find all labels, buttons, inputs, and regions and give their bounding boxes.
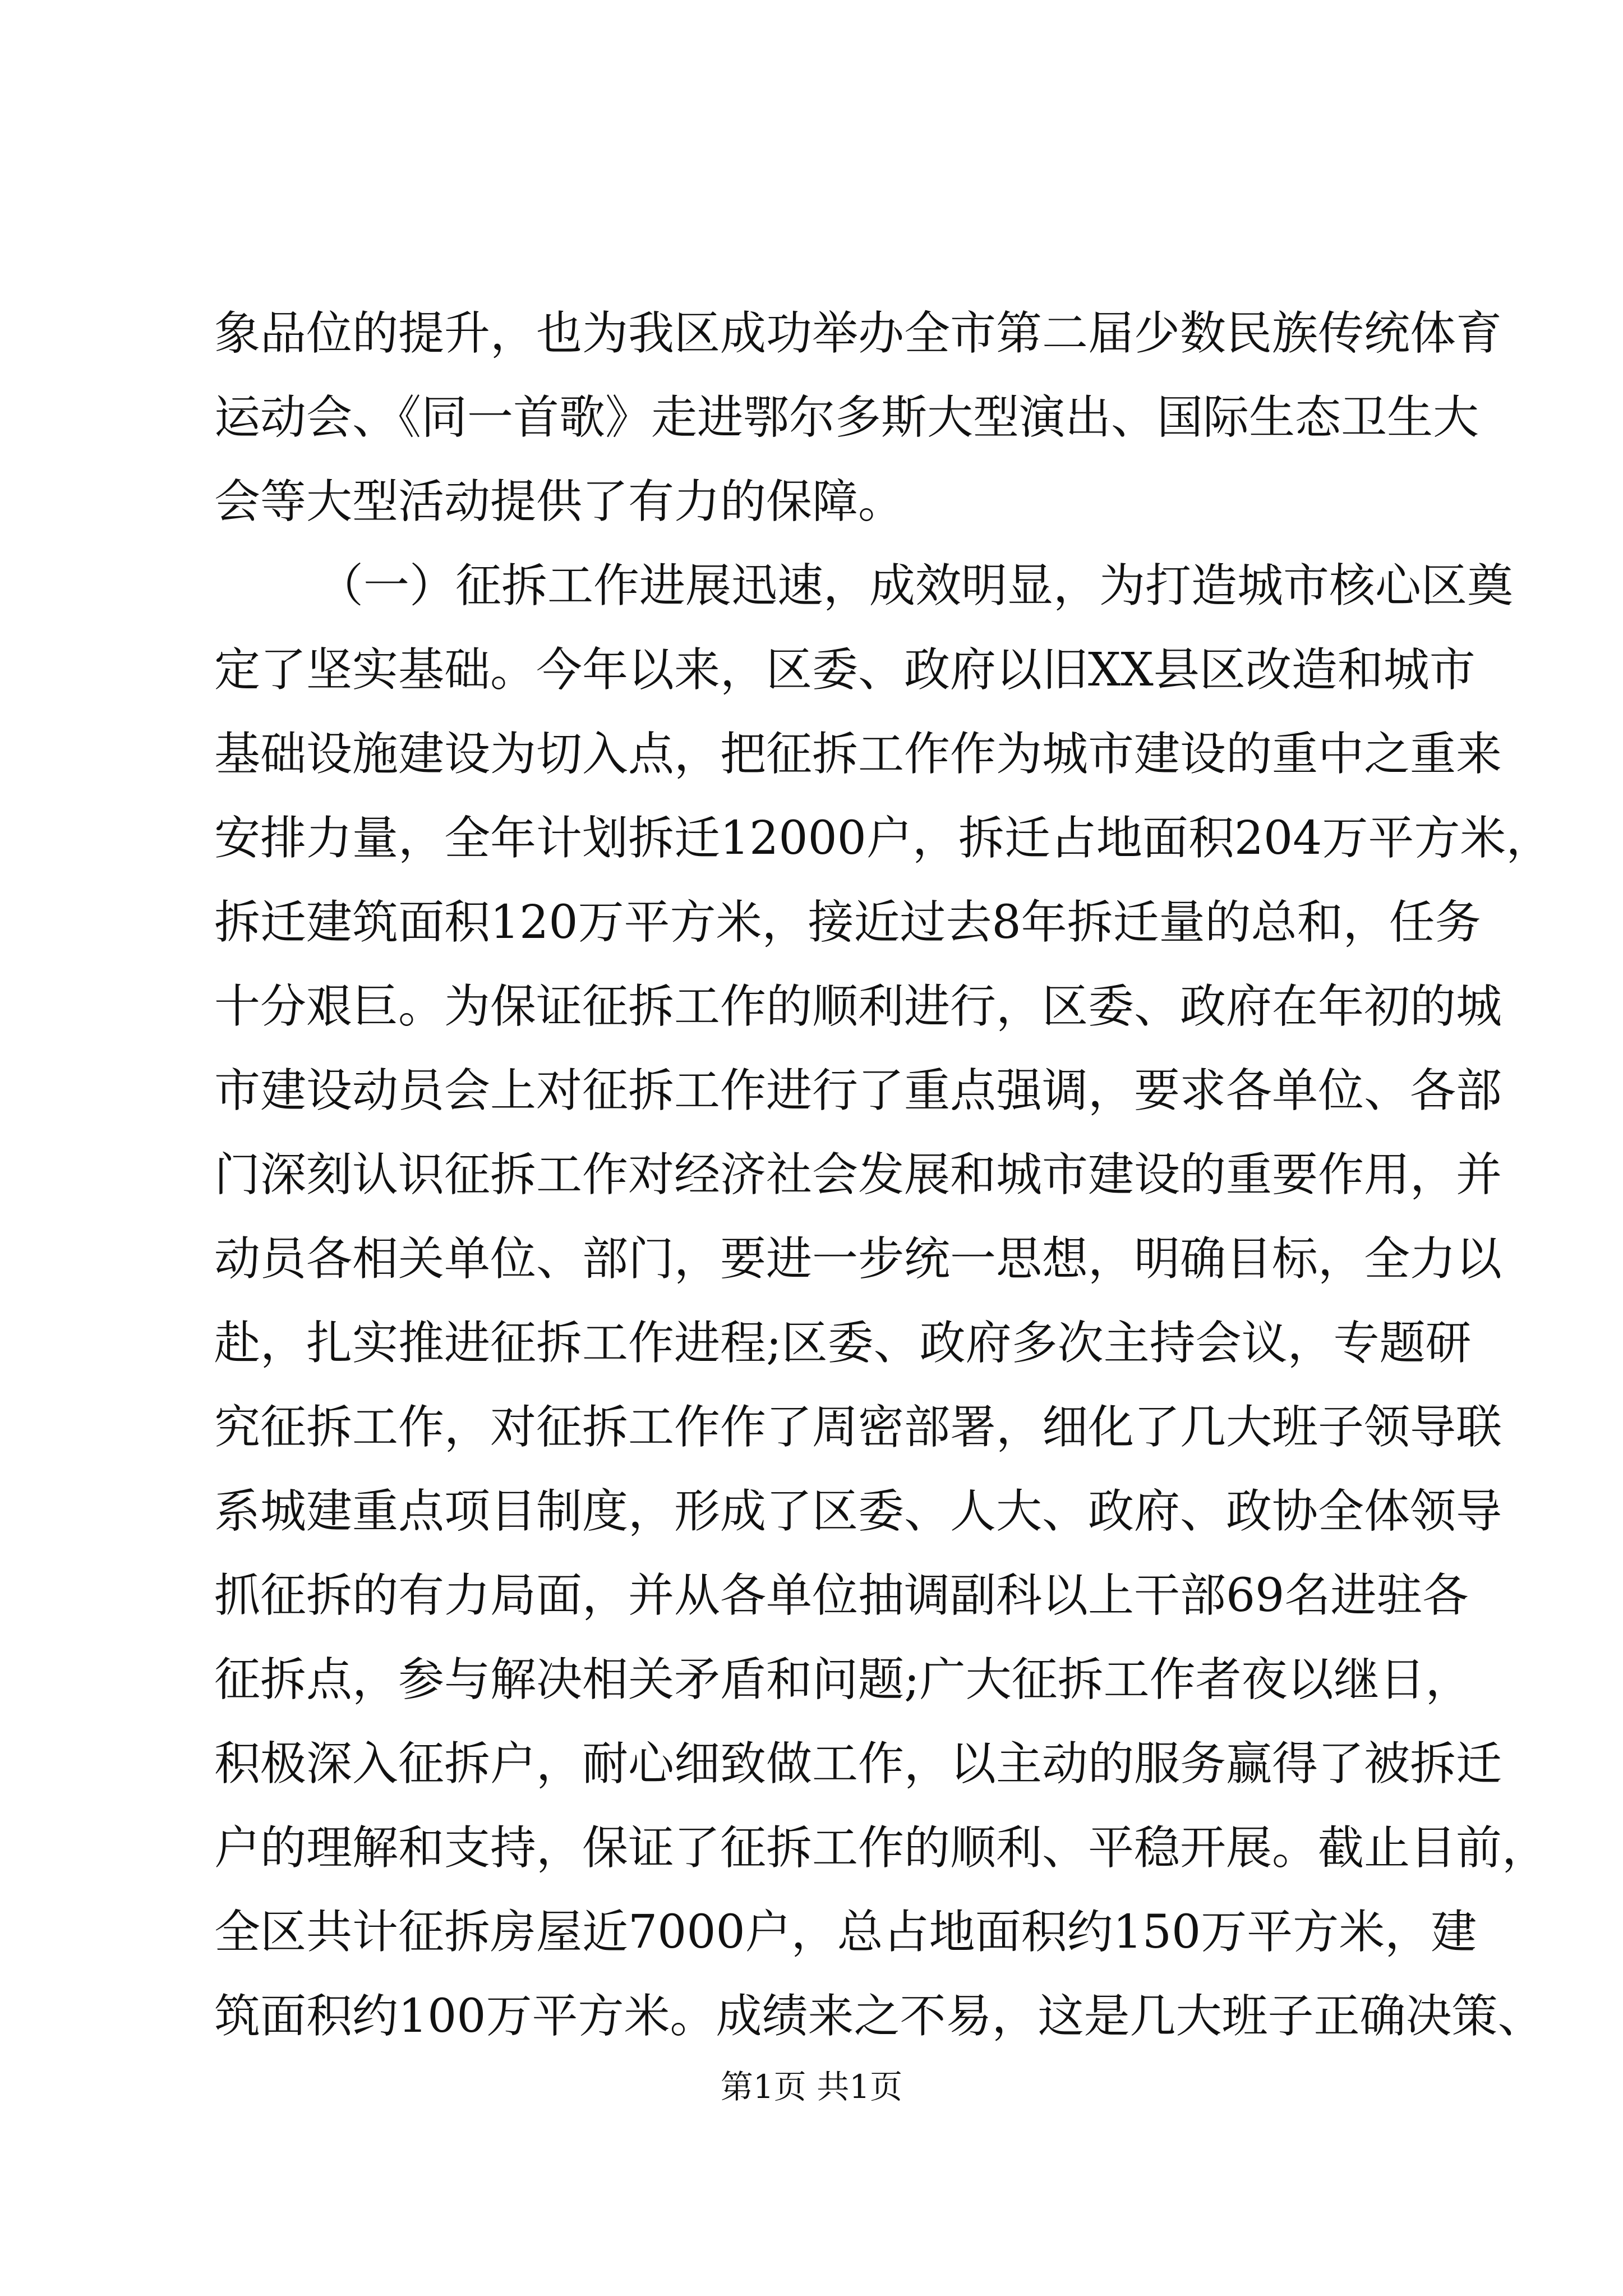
text-line: 运动会、《同一首歌》走进鄂尔多斯大型演出、国际生态卫生大 [214,391,1479,444]
text-line: 究征拆工作，对征拆工作作了周密部署，细化了几大班子领导联 [214,1401,1502,1454]
text-line: 筑面积约100万平方米。成绩来之不易，这是几大班子正确决策、 [214,1990,1544,2043]
text-line: 系城建重点项目制度，形成了区委、人大、政府、政协全体领导 [214,1485,1502,1538]
text-line: 市建设动员会上对征拆工作进行了重点强调，要求各单位、各部 [214,1064,1502,1117]
text-line: 抓征拆的有力局面，并从各单位抽调副科以上干部69名进驻各 [214,1569,1469,1622]
text-line: 动员各相关单位、部门，要进一步统一思想，明确目标，全力以 [214,1232,1502,1286]
text-line: 定了坚实基础。今年以来，区委、政府以旧XX县区改造和城市 [214,643,1476,697]
text-line: 基础设施建设为切入点，把征拆工作作为城市建设的重中之重来 [214,728,1502,781]
text-line: 拆迁建筑面积120万平方米，接近过去8年拆迁量的总和，任务 [214,896,1481,949]
text-line: 十分艰巨。为保证征拆工作的顺利进行，区委、政府在年初的城 [214,980,1502,1033]
text-line: 门深刻认识征拆工作对经济社会发展和城市建设的重要作用，并 [214,1148,1502,1202]
text-line: 积极深入征拆户，耐心细致做工作，以主动的服务赢得了被拆迁 [214,1737,1502,1791]
text-line: 征拆点，参与解决相关矛盾和问题;广大征拆工作者夜以继日， [214,1653,1472,1706]
text-line: 象品位的提升，也为我区成功举办全市第二届少数民族传统体育 [214,307,1502,360]
text-line: 户的理解和支持，保证了征拆工作的顺利、平稳开展。截止目前， [214,1821,1548,1875]
text-line: 会等大型活动提供了有力的保障。 [214,475,905,528]
document-body [214,292,1552,2059]
text-line: 赴，扎实推进征拆工作进程;区委、政府多次主持会议，专题研 [214,1317,1472,1370]
page-footer [0,2064,1623,2109]
text-line: 全区共计征拆房屋近7000户，总占地面积约150万平方米，建 [214,1906,1477,1959]
page-number-label: 第1页 共1页 [720,2068,903,2106]
section-heading-line: （一）征拆工作进展迅速，成效明显，为打造城市核心区奠 [317,559,1514,613]
text-line: 安排力量，全年计划拆迁12000户，拆迁占地面积204万平方米， [214,812,1552,865]
